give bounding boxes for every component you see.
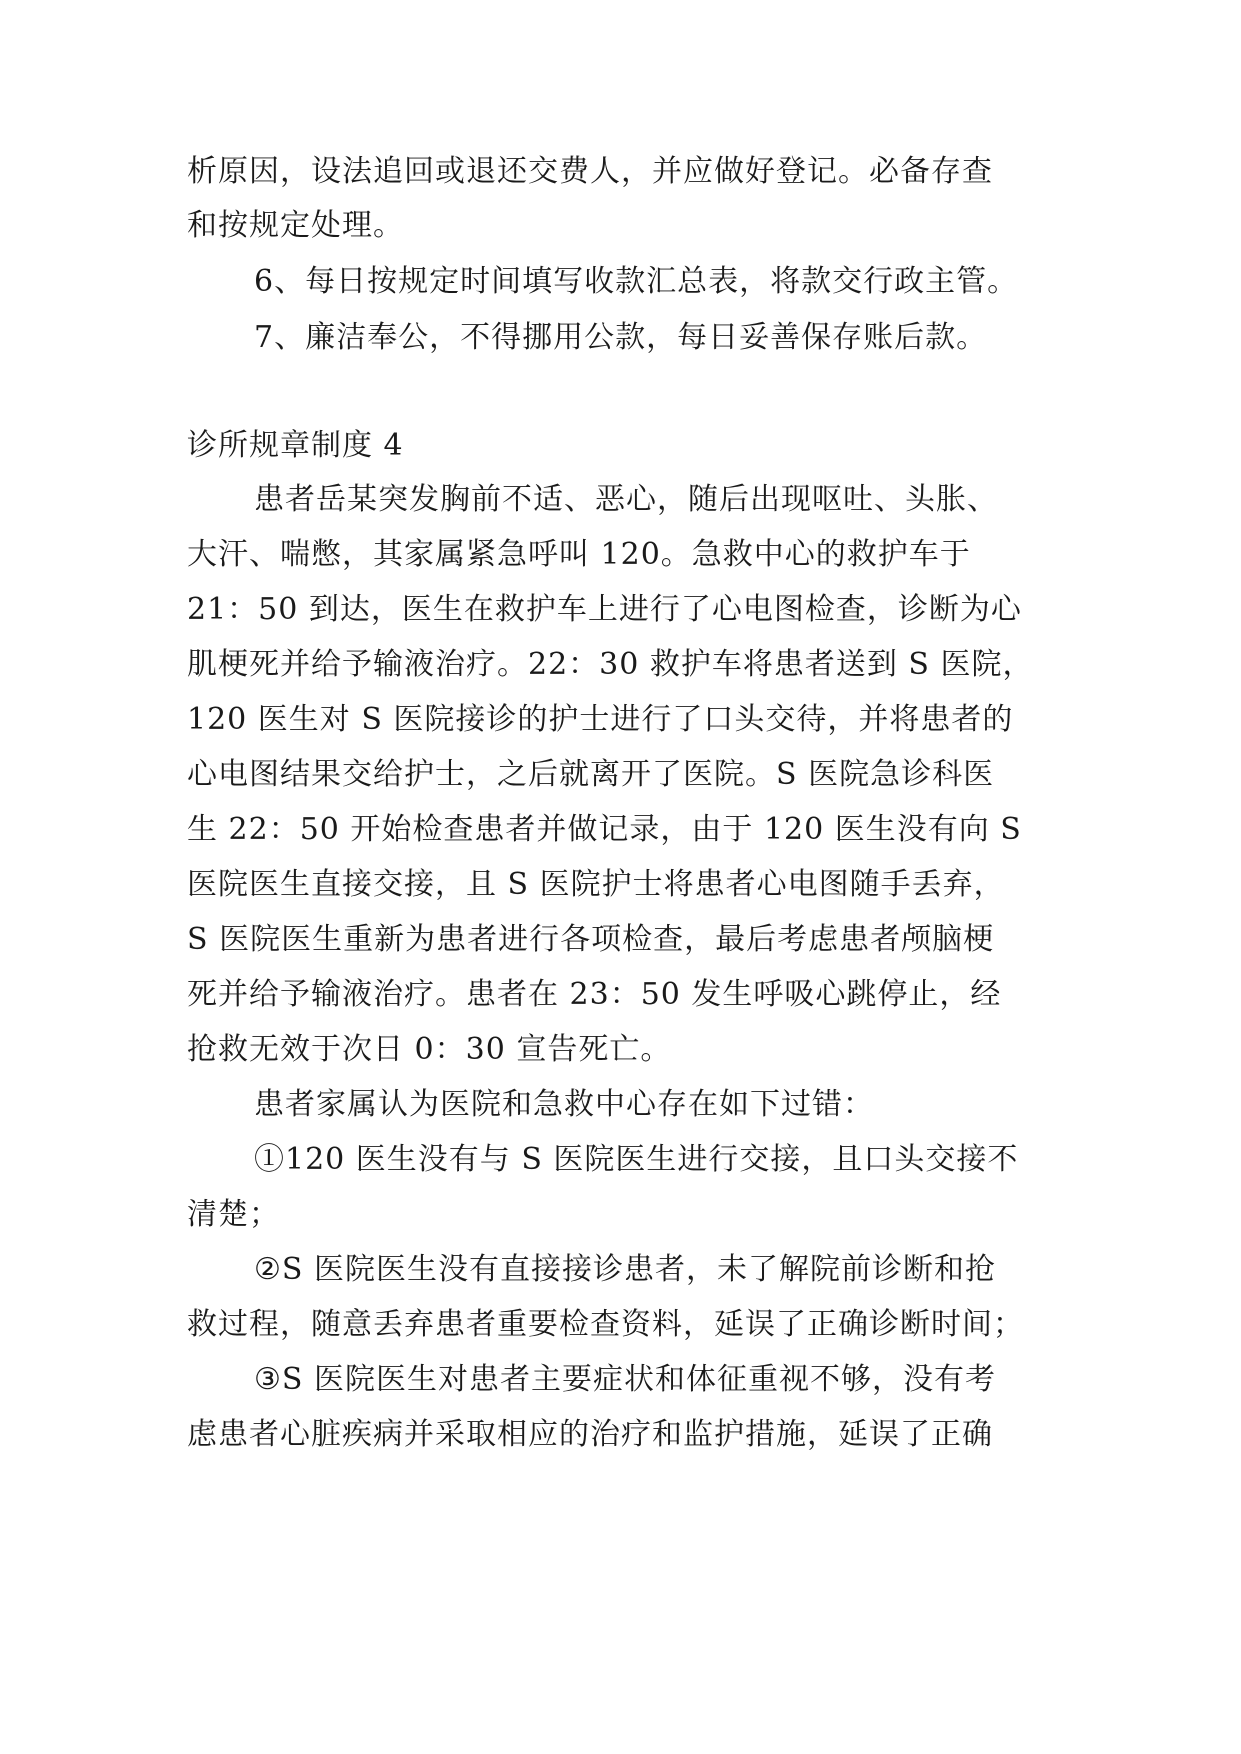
case-line: 心电图结果交给护士，之后就离开了医院。S 医院急诊科医 (187, 757, 995, 792)
case-line: S 医院医生重新为患者进行各项检查，最后考虑患者颅脑梗 (187, 922, 995, 957)
case-line: 医院医生直接交接，且 S 医院护士将患者心电图随手丢弃， (187, 867, 1005, 902)
section-heading: 诊所规章制度 4 (187, 428, 404, 463)
case-line: 死并给予输液治疗。患者在 23：50 发生呼吸心跳停止，经 (187, 977, 1002, 1012)
fault-item-line: ②S 医院医生没有直接接诊患者，未了解院前诊断和抢 (254, 1252, 996, 1287)
case-line: 大汗、喘憋，其家属紧急呼叫 120。急救中心的救护车于 (187, 537, 971, 572)
case-line: 患者岳某突发胸前不适、恶心，随后出现呕吐、头胀、 (254, 482, 998, 517)
case-line: 生 22：50 开始检查患者并做记录，由于 120 医生没有向 S (187, 812, 1022, 847)
case-line: 肌梗死并给予输液治疗。22：30 救护车将患者送到 S 医院， (187, 647, 1034, 682)
case-line: 120 医生对 S 医院接诊的护士进行了口头交待，并将患者的 (187, 702, 1014, 737)
case-line: 抢救无效于次日 0：30 宣告死亡。 (187, 1032, 672, 1067)
fault-item-line: 虑患者心脏疾病并采取相应的治疗和监护措施，延误了正确 (187, 1417, 993, 1452)
case-line: 21：50 到达，医生在救护车上进行了心电图检查，诊断为心 (187, 592, 1022, 627)
fault-item-line: ③S 医院医生对患者主要症状和体征重视不够，没有考 (254, 1362, 996, 1397)
fault-item-line: ①120 医生没有与 S 医院医生进行交接，且口头交接不 (254, 1142, 1019, 1177)
fault-item-line: 救过程，随意丢弃患者重要检查资料，延误了正确诊断时间； (187, 1307, 1024, 1342)
family-claim: 患者家属认为医院和急救中心存在如下过错： (254, 1087, 874, 1122)
fault-item-line: 清楚； (187, 1197, 280, 1232)
rule-item-7: 7、廉洁奉公，不得挪用公款，每日妥善保存账后款。 (254, 320, 988, 355)
intro-line-2: 和按规定处理。 (187, 208, 404, 243)
rule-item-6: 6、每日按规定时间填写收款汇总表，将款交行政主管。 (254, 264, 1019, 299)
intro-line-1: 析原因，设法追回或退还交费人，并应做好登记。必备存查 (187, 154, 993, 189)
